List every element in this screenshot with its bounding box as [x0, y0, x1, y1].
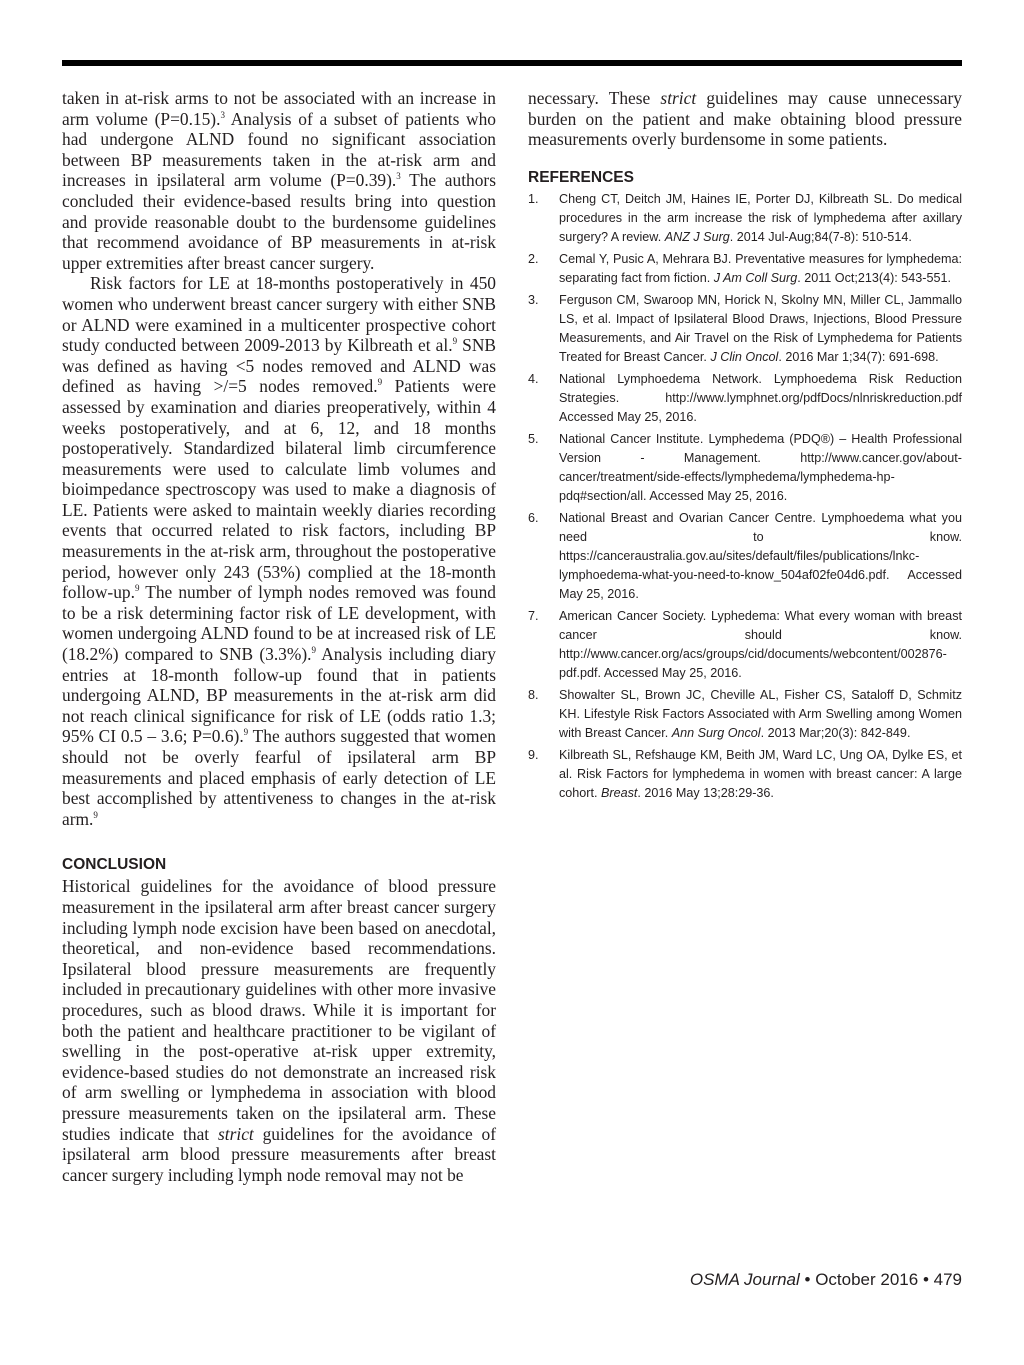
footer-separator: •: [918, 1270, 934, 1289]
citation-superscript: 9: [93, 809, 98, 820]
reference-list: [528, 190, 962, 803]
page-footer: [690, 1270, 962, 1290]
page-number: 479: [933, 1270, 962, 1289]
top-rule: [62, 60, 962, 66]
citation-superscript: 9: [134, 583, 140, 594]
continuation-paragraph: necessary. These strict guidelines may cause unnecessary burden on the patient and make obtaining blood pressure measurements overly burdensome in some patients.: [528, 88, 962, 150]
citation-superscript: 9: [452, 336, 458, 347]
citation-superscript: 9: [311, 645, 316, 656]
reference-item: 8. Showalter SL, Brown JC, Cheville AL, Fisher CS, Sataloff D, Schmitz KH. Lifestyle Risk Factors Associated with Arm Swelling among Women with Breast Cancer. Ann Surg Oncol. 2013 Mar;20(3): 842-849.: [528, 687, 962, 740]
citation-superscript: 9: [243, 727, 249, 738]
body-paragraph-2: Risk factors for LE at 18-months postoperatively in 450 women who underwent breast cancer surgery with either SNB or ALND were examined in a multicenter prospective cohort study conducted between 2009-2013 by Kilbreath et al.$^9$ SNB was defined as having <5 nodes removed and ALND was defined as having >/=5 nodes removed.$^9$ Patients were assessed by examination and diaries preoperatively, within 4 weeks postoperatively, and at 6, 12, and 18 months postoperatively. Standardized bilateral limb circumference measurements were used to calculate limb volumes and bioimpedance spectroscopy was used to make a diagnosis of LE. Patients were asked to maintain weekly diaries recording events that occurred related to risk factors, including BP measurements in the at-risk arm, throughout the postoperative period, however only 243 (53%) complied at the 18-month follow-up.$^9$ The number of lymph nodes removed was found to be a risk determining factor risk of LE development, with women undergoing ALND found to be at increased risk of LE (18.2%) compared to SNB (3.3%).$^9$ Analysis including diary entries at 18-month follow-up found that in patients undergoing ALND, BP measurements in the at-risk arm did not reach clinical significance for risk of LE (odds ratio 1.3; 95% CI 0.5 – 3.6; P=0.6).$^9$ The authors suggested that women should not be overly fearful of ipsilateral arm BP measurements and placed emphasis of early detection of LE best accomplished by attentiveness to changes in the at-risk arm.$^9$: [62, 273, 496, 829]
reference-item: 4. National Lymphoedema Network. Lymphoedema Risk Reduction Strategies. http://www.lymphnet.org/pdfDocs/nlnriskreduction.pdf Accessed May 25, 2016.: [528, 371, 962, 424]
journal-name: OSMA Journal: [689, 1270, 800, 1289]
reference-item: 3. Ferguson CM, Swaroop MN, Horick N, Skolny MN, Miller CL, Jammallo LS, et al. Impact of Ipsilateral Blood Draws, Injections, Blood Pressure Measurements, and Air Travel on the Risk of Lymphedema for Patients Treated for Breast Cancer. J Clin Oncol. 2016 Mar 1;34(7): 691-698.: [528, 292, 962, 364]
footer-separator: •: [799, 1270, 816, 1289]
references-heading: REFERENCES: [528, 168, 634, 186]
issue-date: October 2016: [815, 1270, 919, 1289]
citation-superscript: 3: [220, 109, 225, 120]
conclusion-paragraph: Historical guidelines for the avoidance of blood pressure measurement in the ipsilateral arm after breast cancer surgery including lymph node excision have been based on anecdotal, theoretical, and non-evidence based recommendations. Ipsilateral blood pressure measurements are frequently included in precautionary guidelines with other more invasive procedures, such as blood draws. While it is important for both the patient and healthcare practitioner to be vigilant of swelling in the post-operative at-risk upper extremity, evidence-based studies do not demonstrate an increased risk of arm swelling or lymphedema in association with blood pressure measurements taken on the ipsilateral arm. These studies indicate that strict guidelines for the avoidance of ipsilateral arm blood pressure measurements after breast cancer surgery including lymph node removal may not be: [62, 876, 496, 1185]
citation-superscript: 3: [396, 171, 401, 182]
body-paragraph-1: taken in at-risk arms to not be associated with an increase in arm volume (P=0.15).$^3$ Analysis of a subset of patients who had undergone ALND found no significant association between BP measurements taken in the at-risk arm and increases in ipsilateral arm volume (P=0.39).$^3$ The authors concluded their evidence-based results bring into question and provide reasonable doubt to the burdensome guidelines that recommend avoidance of BP measurements in at-risk upper extremities after breast cancer surgery.: [62, 88, 496, 273]
reference-item: 2. Cemal Y, Pusic A, Mehrara BJ. Preventative measures for lymphedema: separating fact from fiction. J Am Coll Surg. 2011 Oct;213(4): 543-551.: [528, 251, 962, 285]
reference-item: 5. National Cancer Institute. Lymphedema (PDQ®) – Health Professional Version - Management. http://www.cancer.gov/about-cancer/treatment/side-effects/lymphedema/lymphedema-hp-pdq#section/all. Accessed May 25, 2016.: [528, 431, 962, 503]
reference-item: 6. National Breast and Ovarian Cancer Centre. Lymphoedema what you need to know. https://canceraustralia.gov.au/sites/default/files/publications/lnkc-lymphoedema-what-you-need-to-know_504af02fe04d6.pdf. Accessed May 25, 2016.: [528, 510, 962, 601]
reference-item: 9. Kilbreath SL, Refshauge KM, Beith JM, Ward LC, Ung OA, Dylke ES, et al. Risk Factors for lymphedema in women with breast cancer: A large cohort. Breast. 2016 May 13;28:29-36.: [528, 747, 962, 800]
left-column: [62, 88, 496, 1185]
conclusion-heading: CONCLUSION: [62, 856, 167, 874]
reference-item: 7. American Cancer Society. Lyphedema: What every woman with breast cancer should know. http://www.cancer.org/acs/groups/cid/documents/webcontent/002876-pdf.pdf. Accessed May 25, 2016.: [528, 608, 962, 680]
right-column: [528, 88, 962, 806]
reference-item: 1. Cheng CT, Deitch JM, Haines IE, Porter DJ, Kilbreath SL. Do medical procedures in the arm increase the risk of lymphedema after axillary surgery? A review. ANZ J Surg. 2014 Jul-Aug;84(7-8): 510-514.: [528, 191, 962, 244]
citation-superscript: 9: [377, 377, 383, 388]
